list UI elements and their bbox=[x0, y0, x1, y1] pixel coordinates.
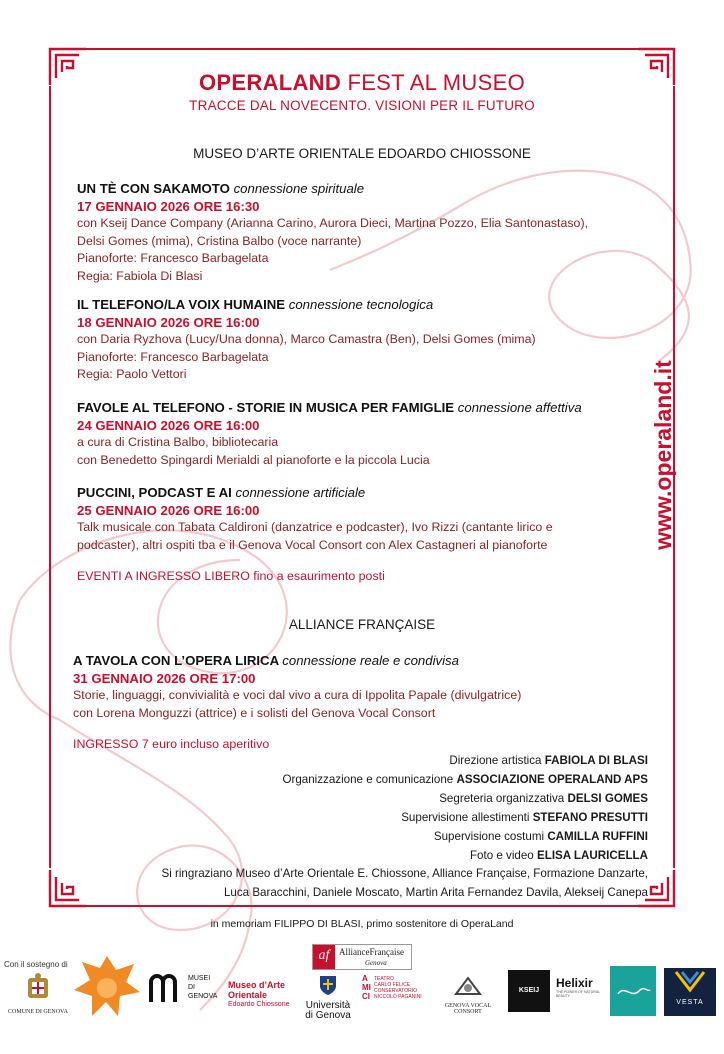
credit-name: FABIOLA DI BLASI bbox=[544, 754, 648, 767]
thanks-line: Luca Baracchini, Daniele Moscato, Martin Arita Fernandez Davila, Alekseij Canepa bbox=[223, 886, 648, 900]
event-title-line bbox=[77, 399, 647, 417]
title-brand: OPERALAND bbox=[199, 70, 342, 95]
event-detail: Delsi Gomes (mima), Cristina Balbo (voce narrante) bbox=[77, 233, 362, 248]
event-date: 24 GENNAIO 2026 ORE 16:00 bbox=[77, 417, 260, 433]
vocal-consort-logo bbox=[436, 974, 500, 1015]
vesta-mark-icon bbox=[672, 968, 708, 994]
helixir-label: Helixir bbox=[556, 976, 593, 990]
credit-line bbox=[48, 847, 648, 866]
event-block bbox=[77, 484, 647, 554]
frame-left bbox=[49, 86, 51, 868]
ticket-note: INGRESSO 7 euro incluso aperitivo bbox=[73, 737, 270, 751]
frame-top bbox=[86, 48, 638, 50]
event-tag: connessione reale e condivisa bbox=[282, 653, 459, 668]
credit-name: ELISA LAURICELLA bbox=[537, 848, 648, 862]
alliance-mark-icon: af bbox=[313, 945, 335, 969]
event-block bbox=[77, 180, 647, 285]
event-title-line bbox=[73, 652, 643, 670]
helixir-logo bbox=[556, 976, 606, 998]
event-title: A TAVOLA CON L’OPERA LIRICA bbox=[73, 653, 279, 668]
event-block bbox=[77, 296, 647, 384]
event-tag: connessione artificiale bbox=[235, 485, 366, 500]
page-subtitle: TRACCE DAL NOVECENTO. VISIONI PER IL FUTURO bbox=[189, 98, 535, 113]
event-detail: Talk musicale con Tabata Caldironi (danzatrice e podcaster), Ivo Rizzi (cantante lirico e bbox=[77, 520, 553, 534]
credit-role: Organizzazione e comunicazione bbox=[282, 772, 454, 786]
teatro-label: CARLO FELICE bbox=[374, 982, 411, 988]
event-detail: Storie, linguaggi, convivialità e voci dal vivo a cura di Ippolita Papale (divulgatrice) bbox=[73, 688, 522, 702]
event-title: IL TELEFONO/LA VOIX HUMAINE bbox=[77, 297, 286, 312]
event-detail: Regia: Fabiola Di Blasi bbox=[77, 268, 203, 283]
event-block bbox=[77, 399, 647, 469]
credit-name: CAMILLA RUFFINI bbox=[547, 829, 648, 843]
credit-role: Direzione artistica bbox=[449, 754, 542, 767]
event-block bbox=[73, 652, 643, 722]
venue-heading-chiossone: MUSEO D’ARTE ORIENTALE EDOARDO CHIOSSONE bbox=[193, 146, 531, 161]
credit-name: STEFANO PRESUTTI bbox=[532, 810, 648, 824]
thanks-line: Si ringraziano Museo d’Arte Orientale E. Chiossone, Alliance Française, Formazione Danzarte, bbox=[161, 867, 648, 881]
museo-label: Orientale bbox=[228, 990, 268, 1000]
uni-label: Università bbox=[305, 1000, 351, 1011]
splash-logo bbox=[72, 950, 142, 1022]
comune-label: COMUNE DI GENOVA bbox=[8, 1009, 68, 1015]
uni-label: di Genova bbox=[305, 1010, 351, 1021]
musei-label: GENOVA bbox=[188, 993, 218, 1000]
event-title-line bbox=[77, 180, 647, 198]
title-rest: FEST AL MUSEO bbox=[341, 70, 525, 95]
teal-sponsor-logo bbox=[610, 966, 656, 1016]
amici-label: AMICI bbox=[362, 974, 371, 1001]
credits-block bbox=[48, 752, 648, 903]
vocal-label: GENOVA VOCAL CONSORT bbox=[444, 1003, 492, 1015]
helixir-sublabel: THE POWER OF NATURAL BEAUTY bbox=[556, 990, 600, 998]
teatro-label: TEATRO bbox=[374, 976, 394, 982]
university-shield-icon bbox=[318, 974, 338, 996]
museo-chiossone-logo bbox=[228, 980, 290, 1010]
musei-label: DI bbox=[188, 984, 195, 991]
event-date: 17 GENNAIO 2026 ORE 16:30 bbox=[77, 198, 260, 214]
vesta-label: VESTA bbox=[676, 999, 704, 1006]
musei-genova-logo bbox=[148, 974, 220, 1010]
event-detail: podcaster), altri ospiti tba e il Genova Vocal Consort con Alex Castagneri al pianoforte bbox=[77, 537, 548, 552]
event-title: UN TÈ CON SAKAMOTO bbox=[77, 181, 230, 196]
event-tag: connessione affettiva bbox=[457, 400, 582, 415]
museo-label: Museo d’Arte bbox=[228, 980, 286, 990]
script-mark-icon bbox=[610, 966, 656, 1016]
event-tag: connessione spirituale bbox=[233, 181, 365, 196]
credit-role: Segreteria organizzativa bbox=[439, 791, 565, 805]
museo-label: Edoardo Chiossone bbox=[228, 1001, 290, 1008]
event-detail: a cura di Cristina Balbo, bibliotecaria bbox=[77, 435, 279, 449]
credit-line bbox=[48, 752, 648, 771]
event-detail: Regia: Paolo Vettori bbox=[77, 367, 187, 381]
support-label: Con il sostegno di bbox=[4, 960, 68, 969]
unige-logo bbox=[300, 974, 356, 1021]
vocal-crest-icon bbox=[452, 974, 484, 998]
credit-role: Supervisione costumi bbox=[433, 829, 545, 843]
sponsor-logos bbox=[0, 940, 724, 1036]
credit-role: Foto e video bbox=[469, 848, 534, 862]
website-url: www.operaland.it bbox=[650, 360, 677, 550]
event-detail: con Kseij Dance Company (Arianna Carino, Aurora Dieci, Martina Pozzo, Elia Santonastaso), bbox=[77, 216, 589, 230]
kseij-dance-logo bbox=[508, 970, 550, 1036]
event-detail: Pianoforte: Francesco Barbagelata bbox=[77, 251, 269, 265]
free-entry-note: EVENTI A INGRESSO LIBERO fino a esaurimento posti bbox=[77, 569, 385, 583]
event-title: PUCCINI, PODCAST E AI bbox=[77, 485, 232, 500]
event-tag: connessione tecnologica bbox=[288, 297, 434, 312]
credit-line bbox=[48, 790, 648, 809]
city-crest-icon bbox=[23, 972, 53, 1004]
page-title bbox=[0, 70, 724, 96]
memoriam-line: in memoriam FILIPPO DI BLASI, primo sostenitore di OperaLand bbox=[210, 918, 514, 930]
credit-name: DELSI GOMES bbox=[567, 791, 648, 805]
alliance-sublabel: Genova bbox=[365, 959, 387, 967]
event-detail: con Benedetto Spingardi Merialdi al pianoforte e la piccola Lucia bbox=[77, 452, 430, 467]
credit-line bbox=[48, 828, 648, 847]
vesta-logo bbox=[664, 968, 716, 1016]
credit-line bbox=[48, 809, 648, 828]
frame-bottom bbox=[86, 905, 638, 907]
teatro-label: NICCOLÒ PAGANINI bbox=[374, 994, 422, 1000]
venue-heading-alliance: ALLIANCE FRANÇAISE bbox=[288, 617, 436, 632]
event-title-line bbox=[77, 296, 647, 314]
event-date: 18 GENNAIO 2026 ORE 16:00 bbox=[77, 314, 260, 330]
comune-logo bbox=[8, 972, 68, 1022]
credit-line bbox=[48, 771, 648, 790]
credit-role: Supervisione allestimenti bbox=[401, 810, 530, 824]
teatro-label: CONSERVATORIO bbox=[374, 988, 417, 994]
alliance-label: AllianceFrançaise bbox=[339, 947, 404, 957]
kseij-label: KSEIJ DANCE bbox=[516, 987, 542, 1036]
amici-teatro-logo bbox=[362, 974, 432, 1014]
website-vertical[interactable] bbox=[645, 340, 685, 570]
credit-name: ASSOCIAZIONE OPERALAND APS bbox=[456, 772, 648, 786]
event-date: 25 GENNAIO 2026 ORE 16:00 bbox=[77, 502, 260, 518]
event-detail: con Lorena Monguzzi (attrice) e i solisti del Genova Vocal Consort bbox=[73, 705, 436, 720]
event-detail: con Daria Ryzhova (Lucy/Una donna), Marco Camastra (Ben), Delsi Gomes (mima) bbox=[77, 332, 536, 346]
musei-label: MUSEI bbox=[188, 975, 211, 982]
event-title-line bbox=[77, 484, 647, 502]
event-detail: Pianoforte: Francesco Barbagelata bbox=[77, 349, 269, 364]
event-title: FAVOLE AL TELEFONO - STORIE IN MUSICA PER FAMIGLIE bbox=[77, 400, 455, 415]
musei-mark-icon bbox=[148, 974, 182, 1004]
event-date: 31 GENNAIO 2026 ORE 17:00 bbox=[73, 670, 256, 686]
alliance-francaise-logo bbox=[312, 944, 412, 970]
